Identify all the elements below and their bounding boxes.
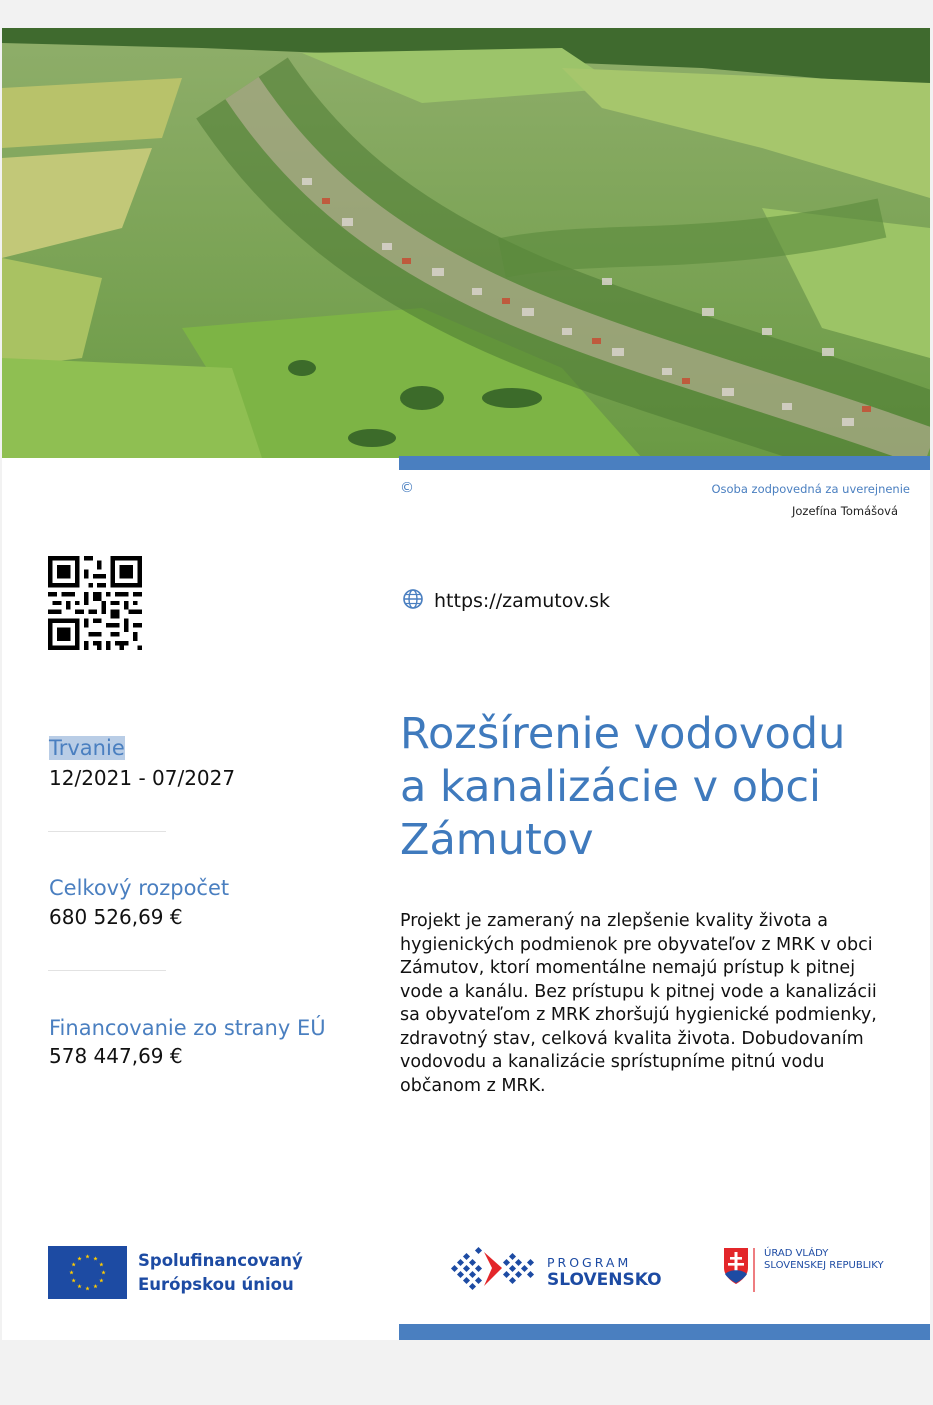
website-link[interactable]: https://zamutov.sk bbox=[434, 590, 611, 612]
program-label: PROGRAM bbox=[547, 1255, 632, 1270]
eu-funding-value: 578 447,69 € bbox=[49, 1044, 183, 1068]
eu-cofunded-text: Spolufinancovaný Európskou úniou bbox=[138, 1251, 303, 1294]
accent-bar-bottom bbox=[399, 1324, 930, 1340]
village-aerial-photo bbox=[2, 28, 930, 458]
slovak-coat-of-arms-icon bbox=[722, 1246, 758, 1294]
duration-label: Trvanie bbox=[49, 736, 125, 760]
responsible-person-name: Jozefína Tomášová bbox=[791, 504, 898, 518]
website-row[interactable] bbox=[402, 588, 610, 614]
divider bbox=[48, 970, 166, 971]
budget-value: 680 526,69 € bbox=[49, 905, 183, 929]
divider bbox=[48, 831, 166, 832]
budget-label: Celkový rozpočet bbox=[49, 876, 230, 900]
duration-value: 12/2021 - 07/2027 bbox=[49, 766, 236, 790]
slovensko-label: SLOVENSKO bbox=[547, 1270, 662, 1290]
eu-flag-icon bbox=[48, 1246, 127, 1299]
project-description: Projekt je zameraný na zlepšenie kvality života a hygienických podmienok pre obyvateľov z MRK v obci Zámutov, ktorí momentálne nemajú prístup k pitnej vode a kanálu. Bez prístupu k pitnej vode a kanalizácii sa obyvateľom z MRK zhoršujú hygienické podmienky, zdravotný stav, celková kvalita života. Dobudovaním vodovodu a kanalizácie sprístupníme pitnú vodu občanom z MRK. bbox=[400, 911, 877, 1096]
accent-bar-top bbox=[399, 456, 930, 470]
globe-icon bbox=[402, 588, 424, 614]
copyright-mark: © bbox=[400, 480, 414, 496]
project-title: Rozšírenie vodovodu a kanalizácie v obci Zámutov bbox=[400, 709, 846, 865]
qr-code[interactable] bbox=[48, 556, 142, 650]
poster-page bbox=[2, 28, 930, 1340]
eu-funding-label: Financovanie zo strany EÚ bbox=[49, 1016, 326, 1040]
program-slovensko-logo-icon bbox=[446, 1246, 540, 1296]
responsible-person-label: Osoba zodpovedná za uverejnenie bbox=[711, 482, 910, 496]
government-office-label: ÚRAD VLÁDY SLOVENSKEJ REPUBLIKY bbox=[764, 1248, 884, 1271]
